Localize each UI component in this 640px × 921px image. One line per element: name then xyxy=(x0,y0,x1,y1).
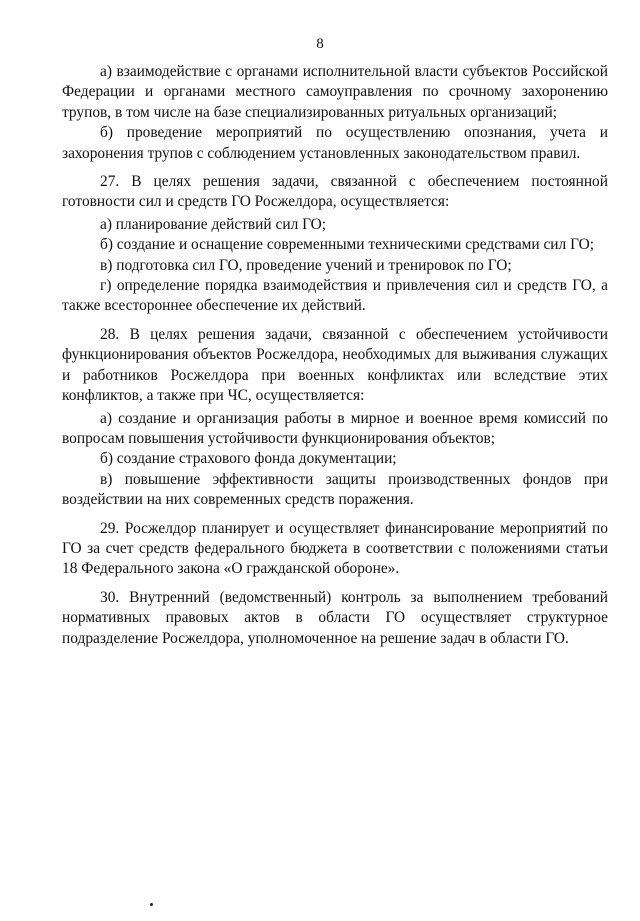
paragraph-27a: а) планирование действий сил ГО; xyxy=(100,215,327,233)
page-number: 8 xyxy=(316,36,324,52)
paragraph-26b: б) проведение мероприятий по осуществлению опознания, учета и захоронения трупов с соблюдением установленных законодательством правил. xyxy=(62,124,608,162)
scan-speck xyxy=(150,903,153,906)
paragraph-28a: а) создание и организация работы в мирное и военное время комиссий по вопросам повышения устойчивости функционирования объектов; xyxy=(62,409,608,447)
document-body xyxy=(62,62,608,649)
paragraph-26a: а) взаимодействие с органами исполнительной власти субъектов Российской Федерации и органами местного самоуправления по срочному захоронению трупов, в том числе на базе специализированных ритуальных организаций; xyxy=(62,63,608,121)
paragraph-27b: б) создание и оснащение современными техническими средствами сил ГО; xyxy=(100,236,594,254)
paragraph-27c: в) подготовка сил ГО, проведение учений и тренировок по ГО; xyxy=(100,256,512,274)
paragraph-27: 27. В целях решения задачи, связанной с обеспечением постоянной готовности сил и средств ГО Росжелдора, осуществляется: xyxy=(62,173,608,211)
paragraph-27d: г) определение порядка взаимодействия и привлечения сил и средств ГО, а также всестороннее обеспечение их действий. xyxy=(62,277,608,315)
paragraph-30: 30. Внутренний (ведомственный) контроль за выполнением требований нормативных правовых актов в области ГО осуществляет структурное подразделение Росжелдора, уполномоченное на решение задач в области ГО. xyxy=(62,588,608,647)
paragraph-28: 28. В целях решения задачи, связанной с обеспечением устойчивости функционирования объектов Росжелдора, необходимых для выживания служащих и работников Росжелдора при военных конфликтах или вследствие этих конфликтов, а также при ЧС, осуществляется: xyxy=(62,325,608,405)
paragraph-28c: в) повышение эффективности защиты производственных фондов при воздействии на них современных средств поражения. xyxy=(62,470,608,509)
paragraph-29: 29. Росжелдор планирует и осуществляет финансирование мероприятий по ГО за счет средств федерального бюджета в соответствии с положениями статьи 18 Федерального закона «О гражданской обороне». xyxy=(62,519,608,578)
paragraph-28b: б) создание страхового фонда документации; xyxy=(100,450,397,468)
